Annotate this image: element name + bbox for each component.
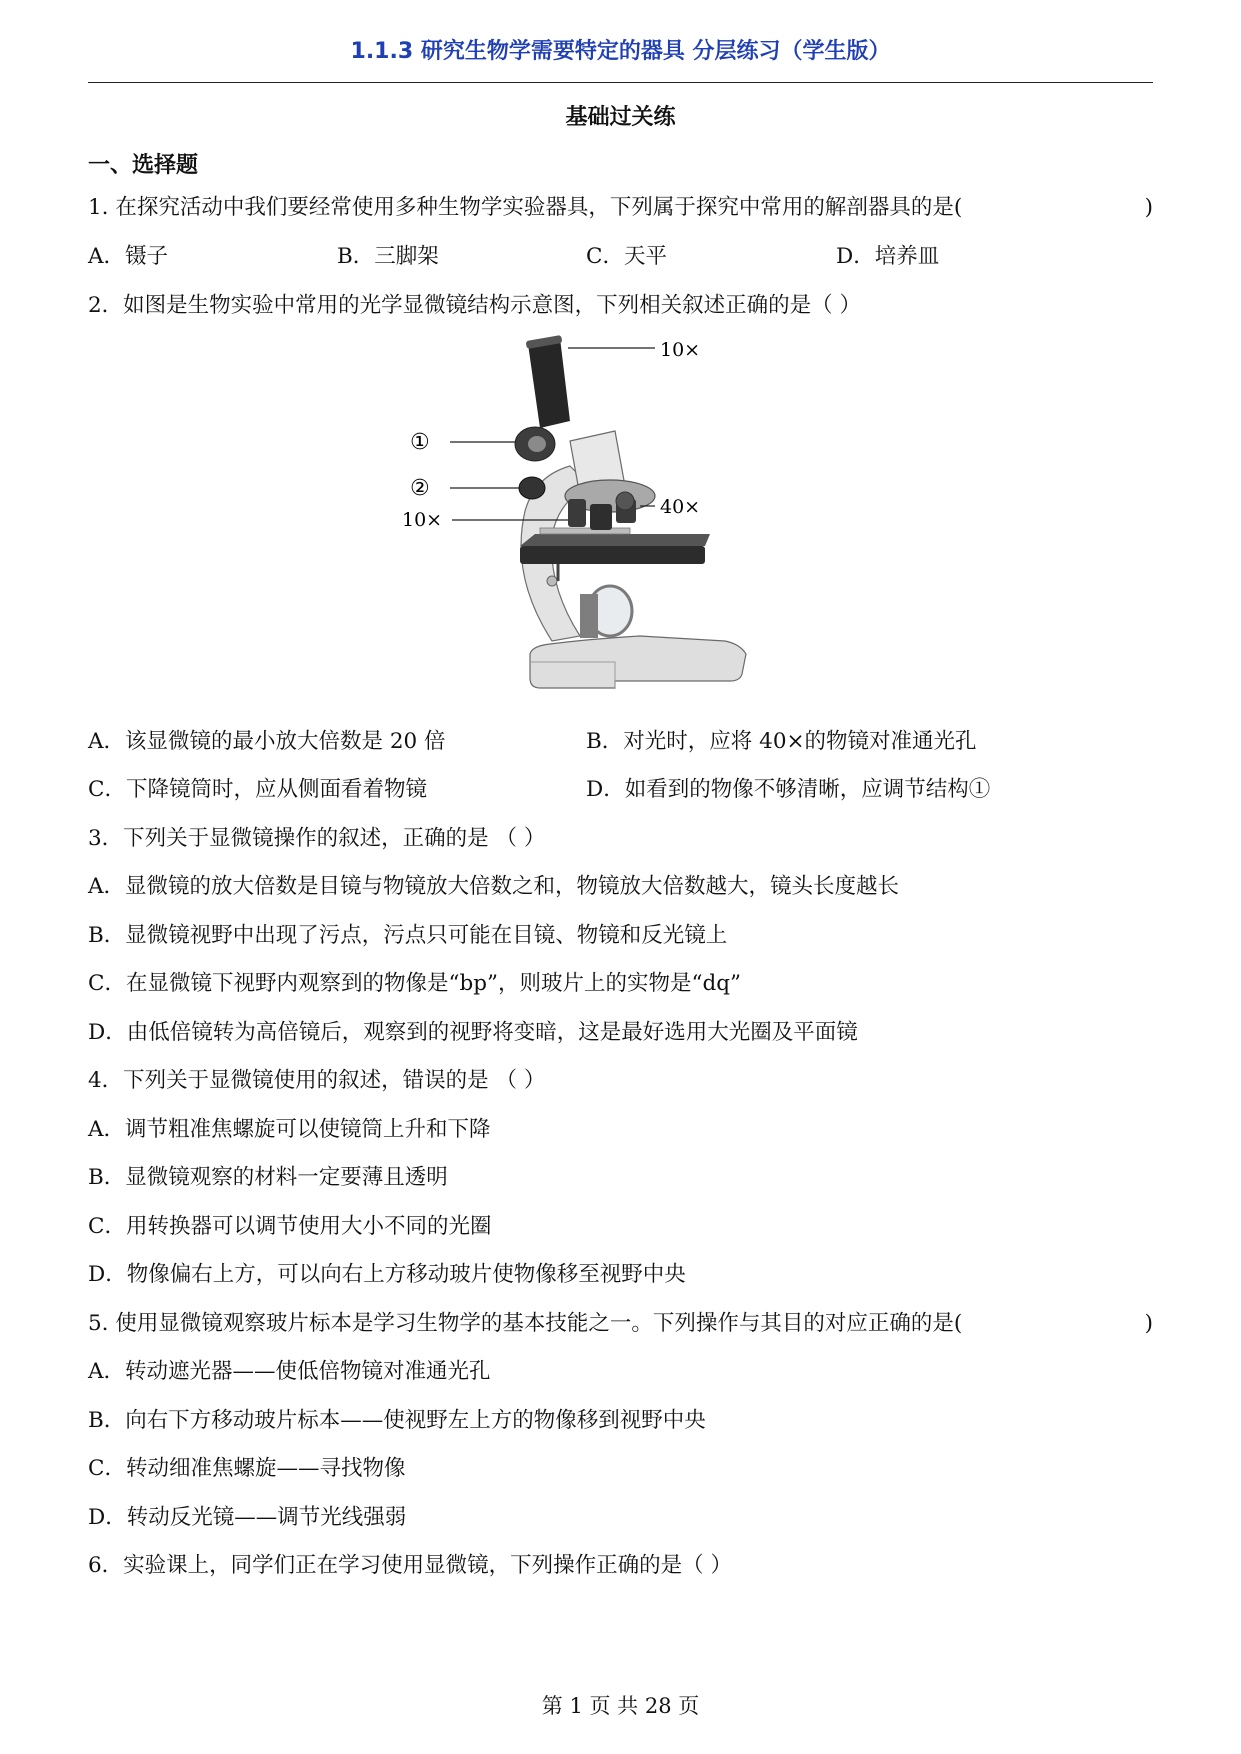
header-divider [88,82,1153,83]
label-eyepiece: 10× [660,339,701,361]
question-4-option-b: B．显微镜观察的材料一定要薄且透明 [88,1165,448,1190]
microscope-diagram [402,336,810,716]
question-2-option-b: B．对光时，应将 40×的物镜对准通光孔 [586,729,977,754]
objective-high [590,504,612,530]
question-2-option-c: C．下降镜筒时，应从侧面看着物镜 [88,777,427,802]
question-1-option-b: B．三脚架 [337,244,439,269]
page-footer: 第 1 页 共 28 页 [541,1694,700,1718]
question-4-option-a: A．调节粗准焦螺旋可以使镜筒上升和下降 [88,1117,491,1142]
fine-focus-knob [519,477,545,499]
label-part-1: ① [410,430,430,455]
section-title: 基础过关练 [565,105,676,130]
question-5-option-a: A．转动遮光器——使低倍物镜对准通光孔 [88,1359,491,1384]
question-4-option-d: D．物像偏右上方，可以向右上方移动玻片使物像移至视野中央 [88,1262,686,1287]
header-title: 1.1.3 研究生物学需要特定的器具 分层练习（学生版） [350,39,891,64]
question-1-option-a: A．镊子 [88,244,169,269]
question-1-stem: 1. 在探究活动中我们要经常使用多种生物学实验器具，下列属于探究中常用的解剖器具的是( ) [88,195,1153,220]
objective-low [568,499,586,527]
question-4-stem: 4．下列关于显微镜使用的叙述，错误的是 （ ） [88,1068,546,1093]
part-title: 一、选择题 [88,153,199,178]
question-5-stem: 5. 使用显微镜观察玻片标本是学习生物学的基本技能之一。下列操作与其目的对应正确的是( ) [88,1311,1153,1336]
label-objective-low: 10× [402,509,443,531]
question-2-option-d: D．如看到的物像不够清晰，应调节结构① [586,777,991,802]
question-1-option-d: D．培养皿 [836,244,940,269]
question-1-option-c: C．天平 [586,244,667,269]
question-5-option-d: D．转动反光镜——调节光线强弱 [88,1505,407,1530]
question-5-option-b: B．向右下方移动玻片标本——使视野左上方的物像移到视野中央 [88,1408,706,1433]
question-3-option-b: B．显微镜视野中出现了污点，污点只可能在目镜、物镜和反光镜上 [88,923,728,948]
label-part-2: ② [410,476,430,501]
question-2-option-a: A．该显微镜的最小放大倍数是 20 倍 [88,729,446,754]
question-4-option-c: C．用转换器可以调节使用大小不同的光圈 [88,1214,492,1239]
label-objective-high: 40× [660,496,701,518]
question-6-stem: 6．实验课上，同学们正在学习使用显微镜，下列操作正确的是（ ） [88,1553,733,1578]
question-3-option-d: D．由低倍镜转为高倍镜后，观察到的视野将变暗，这是最好选用大光圈及平面镜 [88,1020,858,1045]
eyepiece [528,338,570,428]
question-3-stem: 3．下列关于显微镜操作的叙述，正确的是 （ ） [88,826,546,851]
question-2-stem: 2．如图是生物实验中常用的光学显微镜结构示意图，下列相关叙述正确的是（ ） [88,293,862,318]
question-5-option-c: C．转动细准焦螺旋——寻找物像 [88,1456,406,1481]
question-3-option-c: C．在显微镜下视野内观察到的物像是“bp”，则玻片上的实物是“dq” [88,971,741,996]
microscope-stage [520,546,705,564]
question-3-option-a: A．显微镜的放大倍数是目镜与物镜放大倍数之和，物镜放大倍数越大，镜头长度越长 [88,874,900,899]
